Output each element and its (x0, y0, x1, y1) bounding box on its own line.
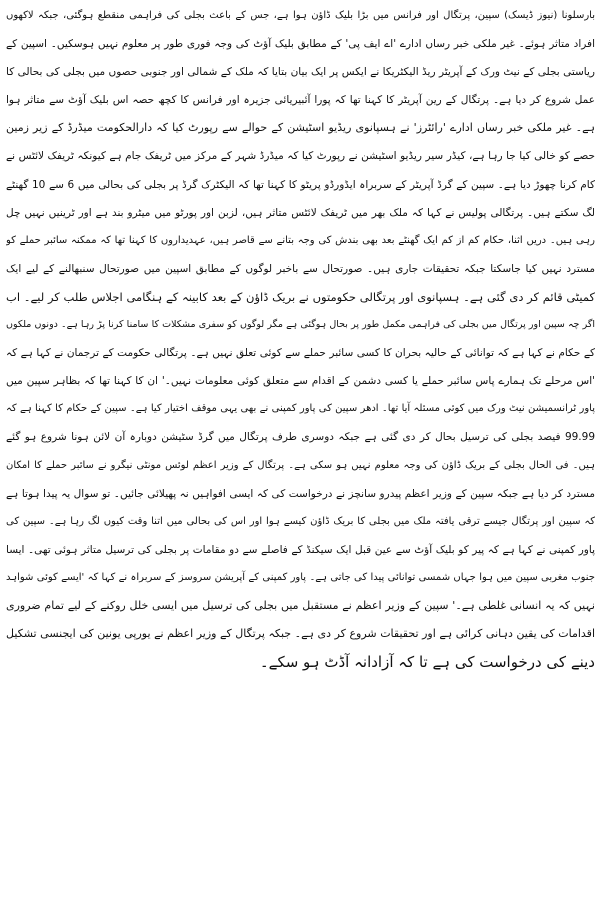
article-line: افراد متاثر ہوئے۔ غیر ملکی خبر رساں ادارے 'اے ایف پی' کے مطابق بلیک آؤٹ کی وجہ فوری طور پر معلوم نہیں ہوسکیں۔ اسپین کے (6, 38, 595, 51)
article-line: حصے کو خالی کیا جا رہا ہے، کیڈر سیر ریڈیو اسٹیشن نے رپورٹ کیا کہ میڈرڈ شہر کے مرکز میں ٹریفک جام ہے کیونکہ ٹریفک لائٹس نے (6, 150, 595, 163)
article-line: کام کرنا چھوڑ دیا ہے۔ سپین کے گرڈ آپریٹر کے سربراہ ایڈورڈو پریٹو کا کہنا تھا کہ الیکٹرک گرڈ پر بجلی کی بحالی میں 6 سے 10 گھنٹے (6, 178, 595, 191)
article-line: عمل شروع کر دیا ہے۔ پرتگال کے رین آپریٹر کا کہنا تھا کہ پورا آئبیریائی جزیرہ اور فرانس کا کچھ حصہ اس بلیک آؤٹ سے متاثر ہوا (6, 94, 595, 107)
article-line: جنوب مغربی سپین میں ہوا جہاں شمسی توانائی پیدا کی جاتی ہے۔ پاور کمپنی کے آپریشن سروسز کے سربراہ نے کہا کہ 'ایسے کوئی شواہد (6, 571, 595, 583)
article-line: کے حکام نے کہا ہے کہ توانائی کے حالیہ بحران کا کسی سائبر حملے سے کوئی تعلق نہیں ہے۔ پرتگالی حکومت کے ترجمان نے کہا ہے کہ (6, 347, 595, 360)
article-line: 'اس مرحلے تک ہمارے پاس سائبر حملے یا کسی دشمن کے اقدام سے متعلق کوئی معلومات نہیں۔' ان کا کہنا تھا کہ بظاہر سپین میں (6, 375, 595, 388)
article-line: اقدامات کی یقین دہانی کرائی ہے اور تحقیقات شروع کر دی ہے۔ جبکہ پرتگال کے وزیر اعظم نے یورپی یونین کی ایجنسی تشکیل (6, 627, 595, 641)
article-line: رہی ہیں۔ دریں اثنا، حکام کم از کم ایک گھنٹے بعد بھی بندش کی وجہ بتانے سے قاصر ہیں، عہدیداروں کا کہنا تھا کہ ممکنہ سائبر حملے کو (6, 234, 595, 246)
article-line: اگر چہ سپین اور پرتگال میں بجلی کی فراہمی مکمل طور پر بحال ہوگئی ہے مگر لوگوں کو سفری مشکلات کا سامنا کرنا پڑ رہا ہے۔ دونوں ملکوں (6, 319, 595, 331)
article-line: کمیٹی قائم کر دی گئی ہے۔ ہسپانوی اور پرتگالی حکومتوں نے بریک ڈاؤن کے بعد کابینہ کے ہنگامی اجلاس طلب کر لیے۔ اب (6, 289, 595, 304)
article-line: 99.99 فیصد بجلی کی ترسیل بحال کر دی گئی ہے جبکہ دوسری طرف پرتگال میں گرڈ سٹیشن دوبارہ آن لائن ہونا شروع ہو گئے (6, 431, 595, 444)
article-line: ریاستی بجلی کے نیٹ ورک کے آپریٹر ریڈ الیکٹریکا نے ایکس پر ایک بیان بتایا کہ ملک کے شمالی اور جنوبی حصوں میں بجلی کی بحالی کا (6, 66, 595, 79)
article-line: ہیں۔ فی الحال بجلی کے بریک ڈاؤن کی وجہ معلوم نہیں ہو سکی ہے۔ پرتگال کے وزیر اعظم لوئس مونٹی نیگرو نے سائبر حملے کا امکان (6, 459, 595, 471)
article-line: مسترد کر دیا ہے جبکہ سپین کے وزیر اعظم پیدرو سانچز نے درخواست کی کہ ایسی افواہیں نہ پھیلائی جائیں۔ تو سوال یہ پیدا ہوتا ہے (6, 487, 595, 500)
article-line: نہیں کہ یہ انسانی غلطی ہے۔' سپین کے وزیر اعظم نے مستقبل میں بجلی کی ترسیل میں ایسی خلل روکنے کے لیے تمام ضروری (6, 598, 595, 612)
article-line: دینے کی درخواست کی ہے تا کہ آزادانہ آڈٹ ہو سکے۔ (259, 653, 595, 672)
article-line: لگ سکتے ہیں۔ پرتگالی پولیس نے کہا کہ ملک بھر میں ٹریفک لائٹس متاثر ہیں، لزبن اور پورٹو میں میٹرو بند ہے اور ٹرینیں نہیں چل (6, 206, 595, 219)
article-line: پاور ٹرانسمیشن نیٹ ورک میں کوئی مسئلہ آیا تھا۔ ادھر سپین کی پاور کمپنی نے بھی یہی موقف اختیار کیا ہے۔ سپین کے حکام کا کہنا ہے کہ (6, 403, 595, 415)
article-line: مسترد نہیں کیا جاسکتا جبکہ تحقیقات جاری ہیں۔ صورتحال سے باخبر لوگوں کے مطابق اسپین میں صورتحال سنبھالنے کے لیے ایک (6, 262, 595, 275)
article-line: ہے۔ غیر ملکی خبر رساں ادارے 'رائٹرز' نے ہسپانوی ریڈیو اسٹیشن کے حوالے سے رپورٹ کیا کہ دارالحکومت میڈرڈ کے زیر زمین (6, 121, 595, 135)
article-line: پاور کمپنی نے کہا ہے کہ پیر کو بلیک آؤٹ سے عین قبل ایک سیکنڈ کے فاصلے سے دو مقامات پر بجلی کی ترسیل متاثر ہوئی تھی۔ ایسا (6, 543, 595, 556)
article-line: بارسلونا (نیوز ڈیسک) سپین، پرتگال اور فرانس میں بڑا بلیک ڈاؤن ہوا ہے، جس کے باعث بجلی کی فراہمی منقطع ہوگئی، جبکہ لاکھوں (6, 10, 595, 21)
article-line: کہ سپین اور پرتگال جیسے ترقی یافتہ ملک میں بجلی کا بریک ڈاؤن کیسے ہوا اور اس کی بحالی میں اتنا وقت کیوں لگ رہا ہے۔ سپین کی (6, 515, 595, 527)
